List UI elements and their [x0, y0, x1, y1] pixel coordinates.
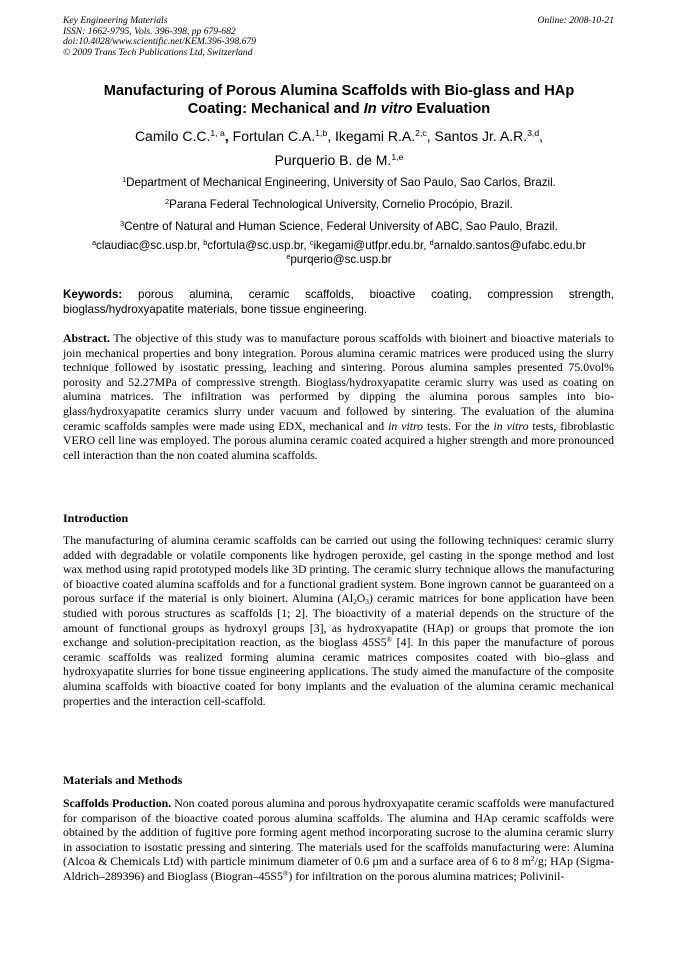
subsection-label: Scaffolds Production. [63, 796, 172, 810]
affiliation-2: $^2$Parana Federal Technological University, Cornelio Procópio, Brazil. [165, 197, 513, 211]
author-name: Ikegami R.A. [334, 128, 416, 144]
email-list [60, 239, 618, 266]
email-link[interactable]: cfortula@sc.usp.br, [207, 239, 307, 252]
issn-line: ISSN: 1662-9795, Vols. 396-398, pp 679-682 [63, 25, 236, 37]
keywords-label: Keywords: [63, 288, 123, 301]
doi-line: doi:10.4028/www.scientific.net/KEM.396-398.679 [63, 36, 257, 47]
email-link[interactable]: ikegami@utfpr.edu.br, [313, 239, 427, 252]
introduction-text: The manufacturing of alumina ceramic scaffolds can be carried out using the following techniques: ceramic slurry added with degradable or volatile components like hydrogen peroxide, gel casting in the sponge method and lost wax method using rapid prototyped models like 3D printing. The ceramic slurry technique allows the manufacturing of bioactive coated alumina scaffolds and for a functional gradient system. Bone ingrown cannot be guaranteed on a porous surface if the material is only bioinert. Alumina $(Al_2O_3)$ ceramic matrices for bone application have been studied with porous structures as scaffolds [1; 2]. The bioactivity of a material depends on the structure of the amount of functional groups as hydroxyl groups [3], as hydroxyapatite (HAp) or groups that promote the ion exchange and solution-precipitation reaction, as the bioglass 45S5® [4]. In this paper the manufacture of porous ceramic scaffolds was realized forming alumina ceramic matrices composites coated with bio–glass and hydroxyapatite slurries for bone tissue engineering applications. The study aimed the manufacture of the composite alumina scaffolds with bioactive coated for bony implants and the evaluation of the alumina ceramic mechanical properties and the interaction cell-scaffold. [63, 533, 614, 708]
title-line-1: Manufacturing of Porous Alumina Scaffolds with Bio-glass and HAp [103, 83, 575, 99]
author-line-2: Purquerio B. de M.$^{1,e}$ [274, 152, 404, 168]
affiliation-3: $^3$Centre of Natural and Human Science, Federal University of ABC, Sao Paulo, Brazil. [120, 219, 558, 233]
email-link[interactable]: claudiac@sc.usp.br, [96, 239, 200, 252]
title-italic: In vitro [363, 101, 413, 117]
online-date: Online: 2008-10-21 [537, 15, 614, 26]
methods-text: Scaffolds Production. Non coated porous alumina and porous hydroxyapatite ceramic scaffolds were manufactured for comparison of the bioactive coated porous alumina scaffolds. The alumina and HAp ceramic scaffolds were obtained by the addition of fugitive pore forming agent method incorporating sucrose to the alumina ceramic slurry in association to isostatic pressing and sintering. The materials used for the scaffolds manufacturing were: Alumina (Alcoa & Chemicals Ltd) with particle minimum diameter of 0.6 µm and a surface area of 6 to 8 $m^2/g$; HAp (Sigma-Aldrich–289396) and Bioglass (Biogran–45S5®) for infiltration on the porous alumina matrices; Polivinil- [63, 796, 614, 883]
journal-name: Key Engineering Materials [63, 15, 168, 26]
copyright-line: © 2009 Trans Tech Publications Ltd, Switzerland [63, 46, 253, 58]
email-line-2: $^e$purqerio@sc.usp.br [286, 251, 392, 266]
keywords-text: porous alumina, ceramic scaffolds, bioactive coating, compression strength, bioglass/hydroxyapatite materials, bone tissue engineering. [63, 288, 614, 316]
email-line-1: $^a$claudiac@sc.usp.br, $^b$cfortula@sc.usp.br, $^c$ikegami@utfpr.edu.br, $^d$arnaldo.santos@ufabc.edu.br [92, 238, 586, 252]
title-line-2: Coating: Mechanical and In vitro Evaluation [187, 101, 491, 117]
author-name: Santos Jr. A.R. [434, 128, 528, 144]
author-name: Purquerio B. de M. [274, 152, 392, 168]
author-list [60, 124, 618, 172]
author-name: Fortulan C.A. [232, 128, 316, 144]
author-name: Camilo C.C. [134, 128, 211, 144]
email-link[interactable]: arnaldo.santos@ufabc.edu.br [433, 239, 586, 252]
email-link[interactable]: purqerio@sc.usp.br [290, 252, 392, 266]
abstract: Abstract. The objective of this study was to manufacture porous scaffolds with bioinert and bioactive materials to join mechanical properties and bony integration. Porous alumina ceramic matrices were produced using the slurry technique followed by isostatic pressing, leaching and sintering. Porous alumina samples presented 75.0vol% porosity and 52.27MPa of compressive strength. Bioglass/hydroxyapatite ceramic slurry was used as coating on alumina matrices. The infiltration was performed by dipping the alumina porous samples into bio-glass/hydroxyapatite ceramics slurry under vacuum and followed by sintering. The evaluation of the alumina ceramic scaffolds samples were made using EDX, mechanical and in vitro tests. For the in vitro tests, fibroblastic VERO cell line was employed. The porous alumina ceramic coated acquired a higher strength and more pronounced cell interaction than the non coated alumina scaffolds. [63, 331, 615, 462]
introduction-heading: Introduction [63, 511, 129, 525]
keywords [63, 287, 614, 317]
abstract-label: Abstract. [63, 331, 110, 345]
methods-heading: Materials and Methods [63, 773, 183, 787]
affiliation-1: $^1$Department of Mechanical Engineering, University of Sao Paulo, Sao Carlos, Brazil. [122, 175, 556, 189]
author-line-1: Camilo C.C.$^{1, a}$, Fortulan C.A.$^{1,b}$, Ikegami R.A.$^{2,c}$, Santos Jr. A.R.$^{3,d}$, [134, 128, 544, 144]
paper-title [60, 82, 618, 118]
journal-header [63, 16, 256, 58]
